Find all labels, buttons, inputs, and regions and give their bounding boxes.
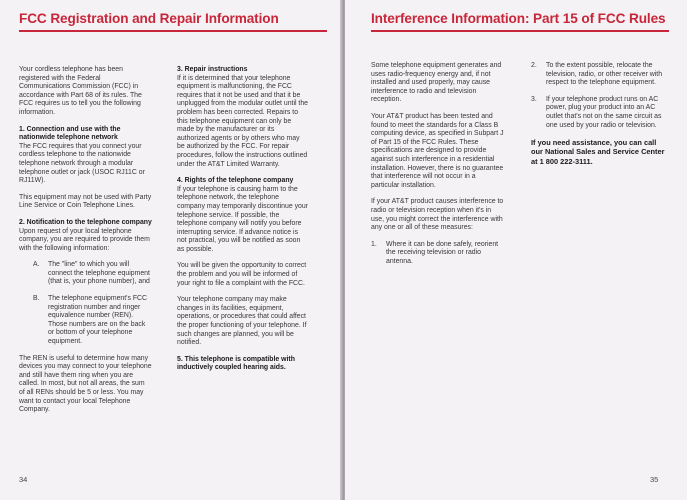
- list-item-text: The "line" to which you will connect the telephone equipment (that is, your phone number), and: [48, 261, 150, 286]
- section-4-heading: 4. Rights of the telephone company: [177, 177, 294, 185]
- section-1-paragraph-1: The FCC requires that you connect your cordless telephone to the nationwide telephone network through a modular telephone outlet or jack (USOC RJ11C or RJ11W).: [19, 142, 145, 185]
- list-marker: 1.: [371, 240, 377, 248]
- right-page-title: Interference Information: Part 15 of FCC Rules: [371, 11, 666, 26]
- section-2-paragraph-1: Upon request of your local telephone company, you are required to provide them with the following information:: [19, 227, 150, 252]
- section-2-paragraph-2: The REN is useful to determine how many devices you may connect to your telephone and still have them ring when you are called. In most, but not all areas, the sum of all RENs should be 5 or less. You may want to contact your local Telephone Company.: [19, 354, 152, 414]
- measures-list-continued: [531, 62, 669, 130]
- intro-paragraph: Your cordless telephone has been registered with the Federal Communications Commission (FCC) in accordance with Part 68 of its rules. The FCC requires us to tell you the following information.: [19, 66, 142, 116]
- list-item-text: If your telephone product runs on AC power, plug your product into an AC outlet that's not on the same circuit as one used by your radio or television.: [546, 95, 662, 129]
- right-page-number: 35: [650, 475, 659, 484]
- section-3-heading: 3. Repair instructions: [177, 66, 248, 73]
- assistance-note: If you need assistance, you can call our National Sales and Service Center at 1 800 222-3111.: [531, 138, 665, 166]
- list-item-text: Where it can be done safely, reorient the receiving television or radio antenna.: [386, 240, 499, 265]
- section-4-paragraph-1: If your telephone is causing harm to the telephone network, the telephone company may temporarily discontinue your telephone service. If possible, the telephone company will notify you before interrupting service. If advance notice is not practical, you will be notified as soon as possible.: [177, 185, 308, 253]
- section-4-paragraph-2: You will be given the opportunity to correct the problem and you will be informed of your right to file a complaint with the FCC.: [177, 262, 307, 287]
- list-marker: 2.: [531, 62, 537, 69]
- section-4-paragraph-3: Your telephone company may make changes in its facilities, equipment, operations, or procedures that could affect the proper functioning of your telephone. If such changes are planned, you will be notified.: [177, 296, 307, 347]
- list-item-text: The telephone equipment's FCC registration number and ringer equivalence number (REN). Those numbers are on the back or bottom of your telephone equipment.: [48, 295, 147, 346]
- section-3-paragraph: If it is determined that your telephone equipment is malfunctioning, the FCC requires that it not be used and that it be unplugged from the modular outlet until the problem has been corrected. Repairs to this telephone equipment can only be made by the manufacturer or its authorized agents or by others who may be authorized by the FCC. For repair procedures, follow the instructions outlined under the AT&T Limited Warranty.: [177, 74, 309, 168]
- interference-paragraph-2: Your AT&T product has been tested and found to meet the standards for a Class B computing device, as specified in Subpart J of Part 15 of the FCC Rules. These specifications are designed to provide against such interference in a residential installation. However, there is no guarantee that interference will not occur in a particular installation.: [371, 112, 504, 189]
- list-item: [531, 62, 669, 88]
- section-5-heading: 5. This telephone is compatible with inductively coupled hearing aids.: [177, 355, 295, 372]
- list-marker: A.: [33, 261, 40, 269]
- list-item-text: To the extent possible, relocate the television, radio, or other receiver with respect to the telephone equipment.: [546, 62, 663, 87]
- list-marker: B.: [33, 295, 40, 303]
- list-item: [531, 96, 669, 130]
- section-1-heading: 1. Connection and use with the nationwide telephone network: [19, 125, 121, 142]
- left-page-number: 34: [19, 475, 28, 484]
- list-item: [33, 261, 152, 287]
- list-item: [33, 295, 152, 347]
- left-page: [0, 0, 342, 500]
- left-page-title: FCC Registration and Repair Information: [19, 11, 279, 26]
- right-page: [345, 0, 687, 500]
- interference-paragraph-1: Some telephone equipment generates and uses radio-frequency energy and, if not installed and used properly, may cause interference to radio and television reception.: [371, 62, 502, 104]
- right-title-rule: [371, 30, 669, 32]
- section-2-heading: 2. Notification to the telephone company: [19, 218, 152, 226]
- measures-list: [371, 241, 505, 267]
- left-column-1: [19, 66, 152, 423]
- interference-paragraph-3: If your AT&T product causes interference to radio or television reception when it's in use, you might correct the interference with any one or all of these measures:: [371, 198, 504, 232]
- right-column-1: [371, 62, 505, 274]
- left-column-2: [177, 66, 308, 381]
- section-2-list: [19, 261, 152, 346]
- left-title-rule: [19, 30, 327, 32]
- list-marker: 3.: [531, 95, 537, 103]
- section-1-paragraph-2: This equipment may not be used with Party Line Service or Coin Telephone Lines.: [19, 193, 152, 210]
- right-column-2: [531, 62, 669, 174]
- list-item: [371, 241, 505, 267]
